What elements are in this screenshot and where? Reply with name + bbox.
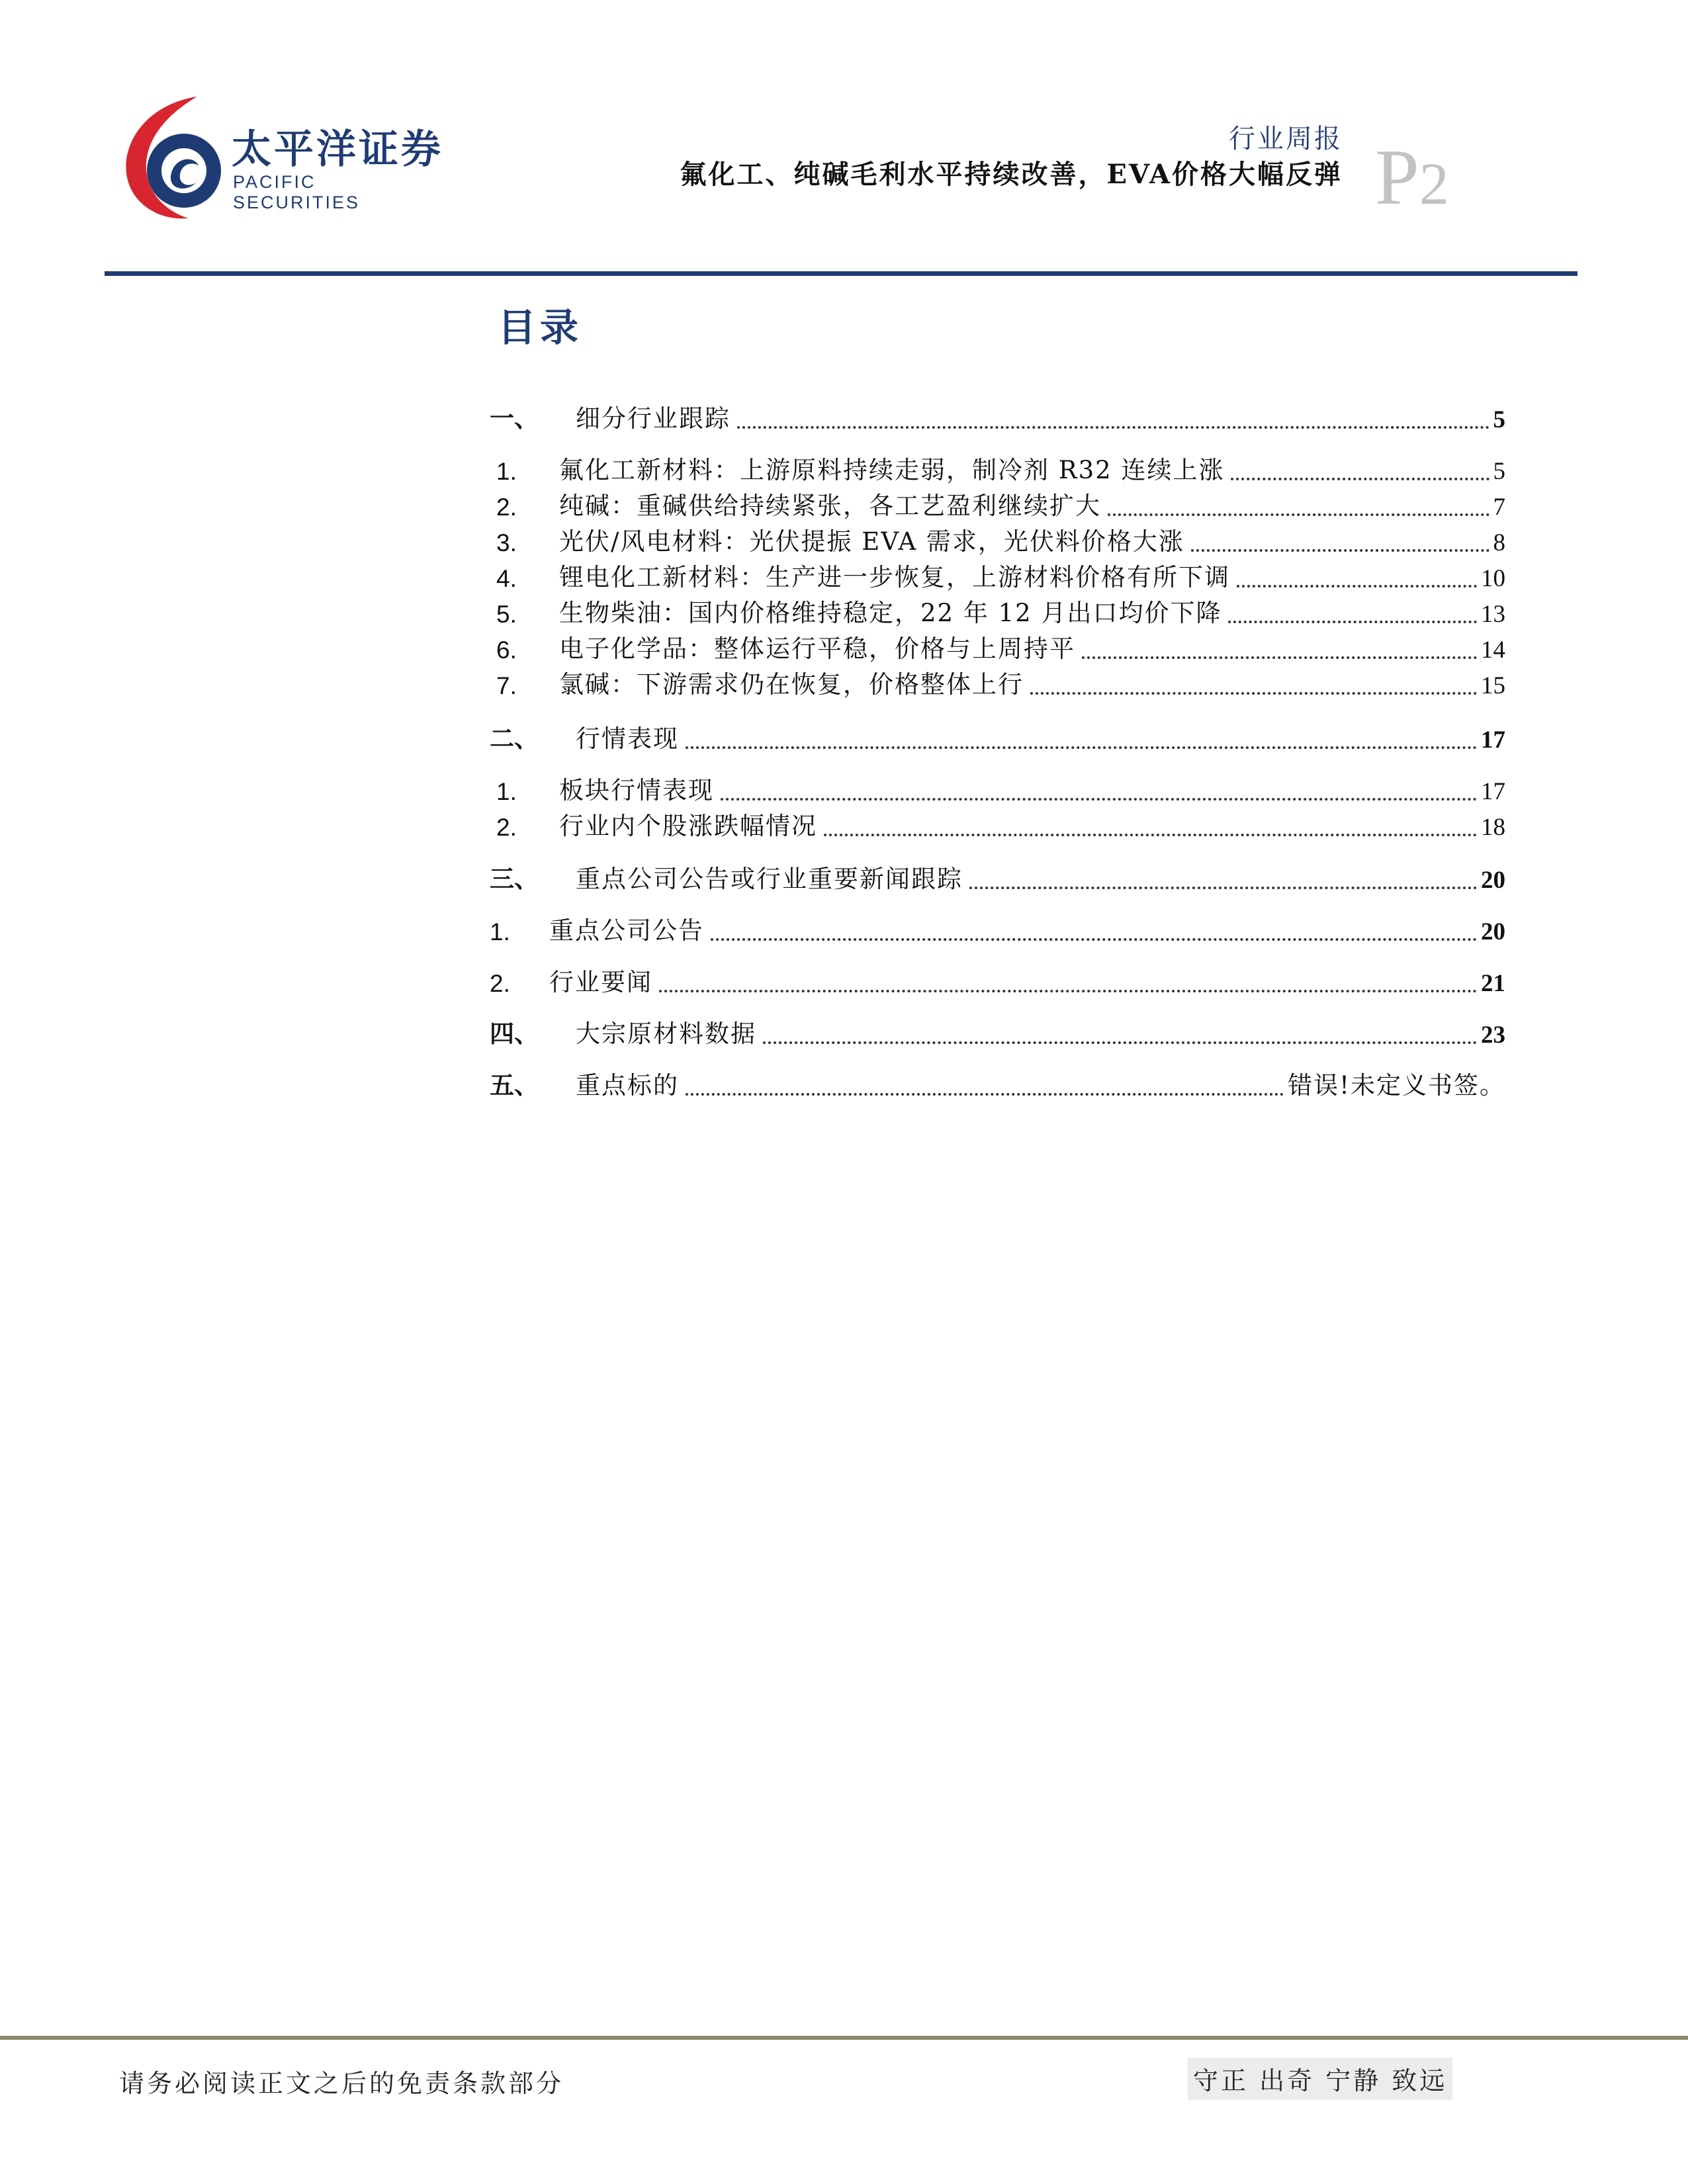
toc-entry-page: 14 [1481,636,1505,664]
toc-leader-dots [1228,621,1477,623]
toc-leader-dots [1082,656,1477,659]
toc-leader-dots [686,746,1477,749]
toc-entry-page: 20 [1481,867,1505,894]
toc-leader-dots [824,834,1477,836]
toc-entry-page: 20 [1481,918,1505,945]
toc-entry-number: 2. [496,494,517,521]
toc-entry-1-1[interactable] [490,449,1505,486]
toc-entry-text: 氟化工新材料：上游原料持续走弱，制冷剂 R32 连续上涨 [559,456,1225,484]
toc-entry-page: 23 [1481,1022,1505,1049]
toc-leader-dots [1108,513,1489,516]
toc-entry-text: 行业内个股涨跌幅情况 [559,812,817,840]
toc-entry-section-4[interactable] [490,1012,1505,1049]
toc-entry-page: 错误!未定义书签。 [1288,1071,1505,1100]
toc-entry-3-2[interactable] [490,961,1505,998]
page-number-letter: P [1375,133,1419,221]
toc-entry-number: 6. [496,636,517,664]
toc-leader-dots [659,990,1477,992]
toc-entry-number: 7. [496,672,517,699]
toc-entry-number: 1. [496,778,517,805]
toc-entry-1-5[interactable] [490,591,1505,629]
toc-entry-page: 21 [1481,970,1505,997]
toc-leader-dots [763,1041,1477,1044]
toc-entry-text: 行情表现 [576,724,679,753]
toc-entry-number: 5. [496,601,517,628]
toc-entry-text: 细分行业跟踪 [576,404,731,433]
toc-entry-text: 光伏/风电材料：光伏提振 EVA 需求，光伏料价格大涨 [559,527,1184,556]
report-type: 行业周报 [1229,124,1343,154]
toc-entry-page: 17 [1481,726,1505,754]
company-logo [119,86,450,232]
toc-entry-text: 重点公司公告 [549,916,704,945]
toc-entry-2-1[interactable] [490,769,1505,806]
toc-entry-number: 3. [496,529,517,556]
toc-entry-1-3[interactable] [490,520,1505,557]
toc-entry-page: 5 [1493,406,1505,433]
toc-entry-text: 锂电化工新材料：生产进一步恢复，上游材料价格有所下调 [559,563,1230,591]
toc-leader-dots [1231,478,1489,480]
toc-entry-1-4[interactable] [490,556,1505,593]
footer-divider [0,2036,1688,2040]
toc-leader-dots [721,798,1477,801]
toc-entry-1-2[interactable] [490,484,1505,521]
toc-entry-number: 五、 [490,1070,539,1100]
footer-motto: 守正 出奇 宁静 致远 [1188,2058,1452,2100]
page-number [1375,133,1449,221]
toc-entry-number: 2. [496,814,517,841]
toc-entry-number: 二、 [490,724,539,753]
toc-entry-3-1[interactable] [490,909,1505,946]
toc-entry-number: 三、 [490,864,539,893]
toc-entry-text: 电子化学品：整体运行平稳，价格与上周持平 [559,634,1075,663]
footer-disclaimer: 请务必阅读正文之后的免责条款部分 [119,2069,564,2098]
toc-entry-1-6[interactable] [490,627,1505,664]
toc-entry-page: 8 [1493,529,1505,556]
logo-chinese-name: 太平洋证券 [232,126,443,173]
toc-title: 目录 [498,305,583,350]
toc-leader-dots [1191,549,1489,552]
toc-entry-page: 15 [1481,672,1505,699]
logo-english-name: PACIFIC SECURITIES [233,172,361,212]
toc-entry-section-1[interactable] [490,397,1505,434]
page-number-digit: 2 [1419,152,1449,217]
toc-entry-page: 10 [1481,565,1505,592]
toc-entry-text: 板块行情表现 [559,776,714,805]
toc-entry-page: 17 [1481,778,1505,805]
report-title: 氟化工、纯碱毛利水平持续改善，EVA价格大幅反弹 [680,159,1343,190]
toc-entry-text: 纯碱：重碱供给持续紧张，各工艺盈利继续扩大 [559,492,1101,520]
toc-entry-section-5[interactable] [490,1064,1505,1101]
toc-leader-dots [686,1093,1284,1096]
toc-entry-section-2[interactable] [490,717,1505,754]
toc-entry-number: 四、 [490,1019,539,1048]
header-divider [105,271,1577,276]
toc-leader-dots [1237,585,1477,588]
pacific-securities-logo-icon [119,91,232,224]
toc-entry-2-2[interactable] [490,805,1505,842]
toc-entry-text: 氯碱：下游需求仍在恢复，价格整体上行 [559,670,1024,699]
toc-entry-section-3[interactable] [490,857,1505,895]
toc-leader-dots [711,938,1477,941]
toc-leader-dots [737,426,1489,429]
toc-entry-page: 5 [1493,458,1505,485]
toc-leader-dots [1030,692,1477,695]
toc-entry-number: 1. [496,458,517,485]
toc-entry-number: 1. [490,918,510,945]
toc-entry-1-7[interactable] [490,663,1505,700]
toc-entry-number: 2. [490,970,510,997]
toc-entry-text: 行业要闻 [549,968,652,996]
toc-leader-dots [969,887,1477,889]
toc-entry-number: 4. [496,565,517,592]
toc-entry-page: 18 [1481,814,1505,841]
toc-entry-number: 一、 [490,404,539,433]
toc-entry-page: 13 [1481,601,1505,628]
toc-entry-page: 7 [1493,494,1505,521]
toc-entry-text: 生物柴油：国内价格维持稳定，22 年 12 月出口均价下降 [559,599,1222,627]
toc-entry-text: 大宗原材料数据 [576,1020,756,1048]
toc-entry-text: 重点标的 [576,1071,679,1100]
toc-entry-text: 重点公司公告或行业重要新闻跟踪 [576,865,963,893]
